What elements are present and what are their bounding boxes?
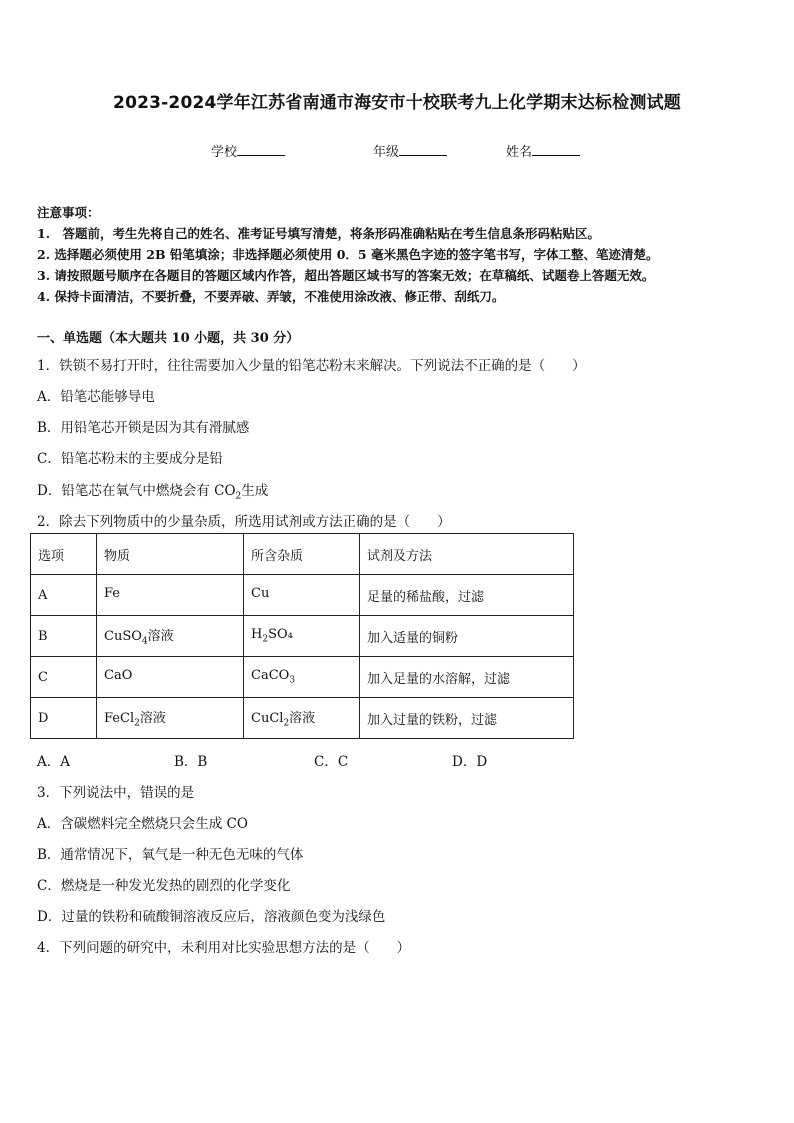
table-cell: Cu xyxy=(244,575,360,616)
table-row xyxy=(31,575,574,616)
notes-heading: 注意事项： xyxy=(37,205,100,220)
q2-table xyxy=(30,533,574,739)
table-row xyxy=(31,616,574,657)
table-header-cell: 选项 xyxy=(31,534,97,575)
q3-stem: 3．下列说法中，错误的是 xyxy=(37,785,195,801)
exam-title: 2023-2024学年江苏省南通市海安市十校联考九上化学期末达标检测试题 xyxy=(113,93,681,113)
grade-label: 年级 xyxy=(373,145,400,160)
table-cell: Fe xyxy=(97,575,244,616)
section-heading: 一、单选题（本大题共 10 小题，共 30 分） xyxy=(37,331,300,346)
table-cell: 加入适量的铜粉 xyxy=(360,616,574,657)
note-item: 1. 答题前，考生先将自己的姓名、准考证号填写清楚，将条形码准确粘贴在考生信息条形码粘贴区。 xyxy=(37,226,601,241)
table-cell: CaCO$_3$ xyxy=(244,657,360,698)
q1-option-b: B．用铅笔芯开锁是因为其有滑腻感 xyxy=(37,420,250,436)
table-cell: C xyxy=(31,657,97,698)
school-blank xyxy=(237,143,285,156)
table-header-row xyxy=(31,534,574,575)
q1-option-d: D．铅笔芯在氧气中燃烧会有 $CO_2$生成 xyxy=(37,483,269,502)
name-blank xyxy=(532,143,580,156)
note-item: 3. 请按照题号顺序在各题目的答题区域内作答，超出答题区域书写的答案无效；在草稿纸、试题卷上答题无效。 xyxy=(37,268,655,283)
q4-stem: 4．下列问题的研究中，未利用对比实验思想方法的是（ ） xyxy=(37,940,411,956)
table-header-cell: 试剂及方法 xyxy=(360,534,574,575)
q1-option-a: A．铅笔芯能够导电 xyxy=(37,389,155,405)
q2-option-d: D．D xyxy=(452,754,488,770)
q2-option-a: A．A xyxy=(37,754,70,770)
q1-stem: 1．铁锁不易打开时，往往需要加入少量的铅笔芯粉末来解决。下列说法不正确的是（ ） xyxy=(37,358,586,374)
table-cell: 足量的稀盐酸，过滤 xyxy=(360,575,574,616)
q3-option-c: C．燃烧是一种发光发热的剧烈的化学变化 xyxy=(37,878,291,894)
school-label: 学校 xyxy=(211,145,238,160)
table-cell: 加入足量的水溶解，过滤 xyxy=(360,657,574,698)
table-cell: CuCl$_2$溶液 xyxy=(244,698,360,739)
table-cell: CuSO$_4$溶液 xyxy=(97,616,244,657)
q1-option-c: C．铅笔芯粉末的主要成分是铅 xyxy=(37,451,223,467)
name-field xyxy=(506,141,580,160)
table-cell: $H_2SO_4$ xyxy=(244,616,360,657)
note-item: 2. 选择题必须使用 2B 铅笔填涂；非选择题必须使用 0．5 毫米黑色字迹的签字笔书写，字体工整、笔迹清楚。 xyxy=(37,247,659,262)
table-row xyxy=(31,698,574,739)
q2-option-b: B．B xyxy=(174,754,208,770)
q3-option-d: D．过量的铁粉和硫酸铜溶液反应后，溶液颜色变为浅绿色 xyxy=(37,909,386,925)
table-header-cell: 所含杂质 xyxy=(244,534,360,575)
q2-option-c: C．C xyxy=(314,754,349,770)
note-item: 4. 保持卡面清洁，不要折叠，不要弄破、弄皱，不准使用涂改液、修正带、刮纸刀。 xyxy=(37,289,505,304)
q3-option-a: A．含碳燃料完全燃烧只会生成 CO xyxy=(37,816,248,832)
grade-blank xyxy=(399,143,447,156)
table-cell: B xyxy=(31,616,97,657)
table-cell: FeCl$_2$溶液 xyxy=(97,698,244,739)
name-label: 姓名 xyxy=(506,145,533,160)
table-row xyxy=(31,657,574,698)
grade-field xyxy=(373,141,447,160)
table-header-cell: 物质 xyxy=(97,534,244,575)
school-field xyxy=(211,141,285,160)
table-cell: D xyxy=(31,698,97,739)
q3-option-b: B．通常情况下，氧气是一种无色无味的气体 xyxy=(37,847,304,863)
table-cell: A xyxy=(31,575,97,616)
table-cell: 加入过量的铁粉，过滤 xyxy=(360,698,574,739)
q2-stem: 2．除去下列物质中的少量杂质，所选用试剂或方法正确的是（ ） xyxy=(37,514,451,530)
table-cell: CaO xyxy=(97,657,244,698)
